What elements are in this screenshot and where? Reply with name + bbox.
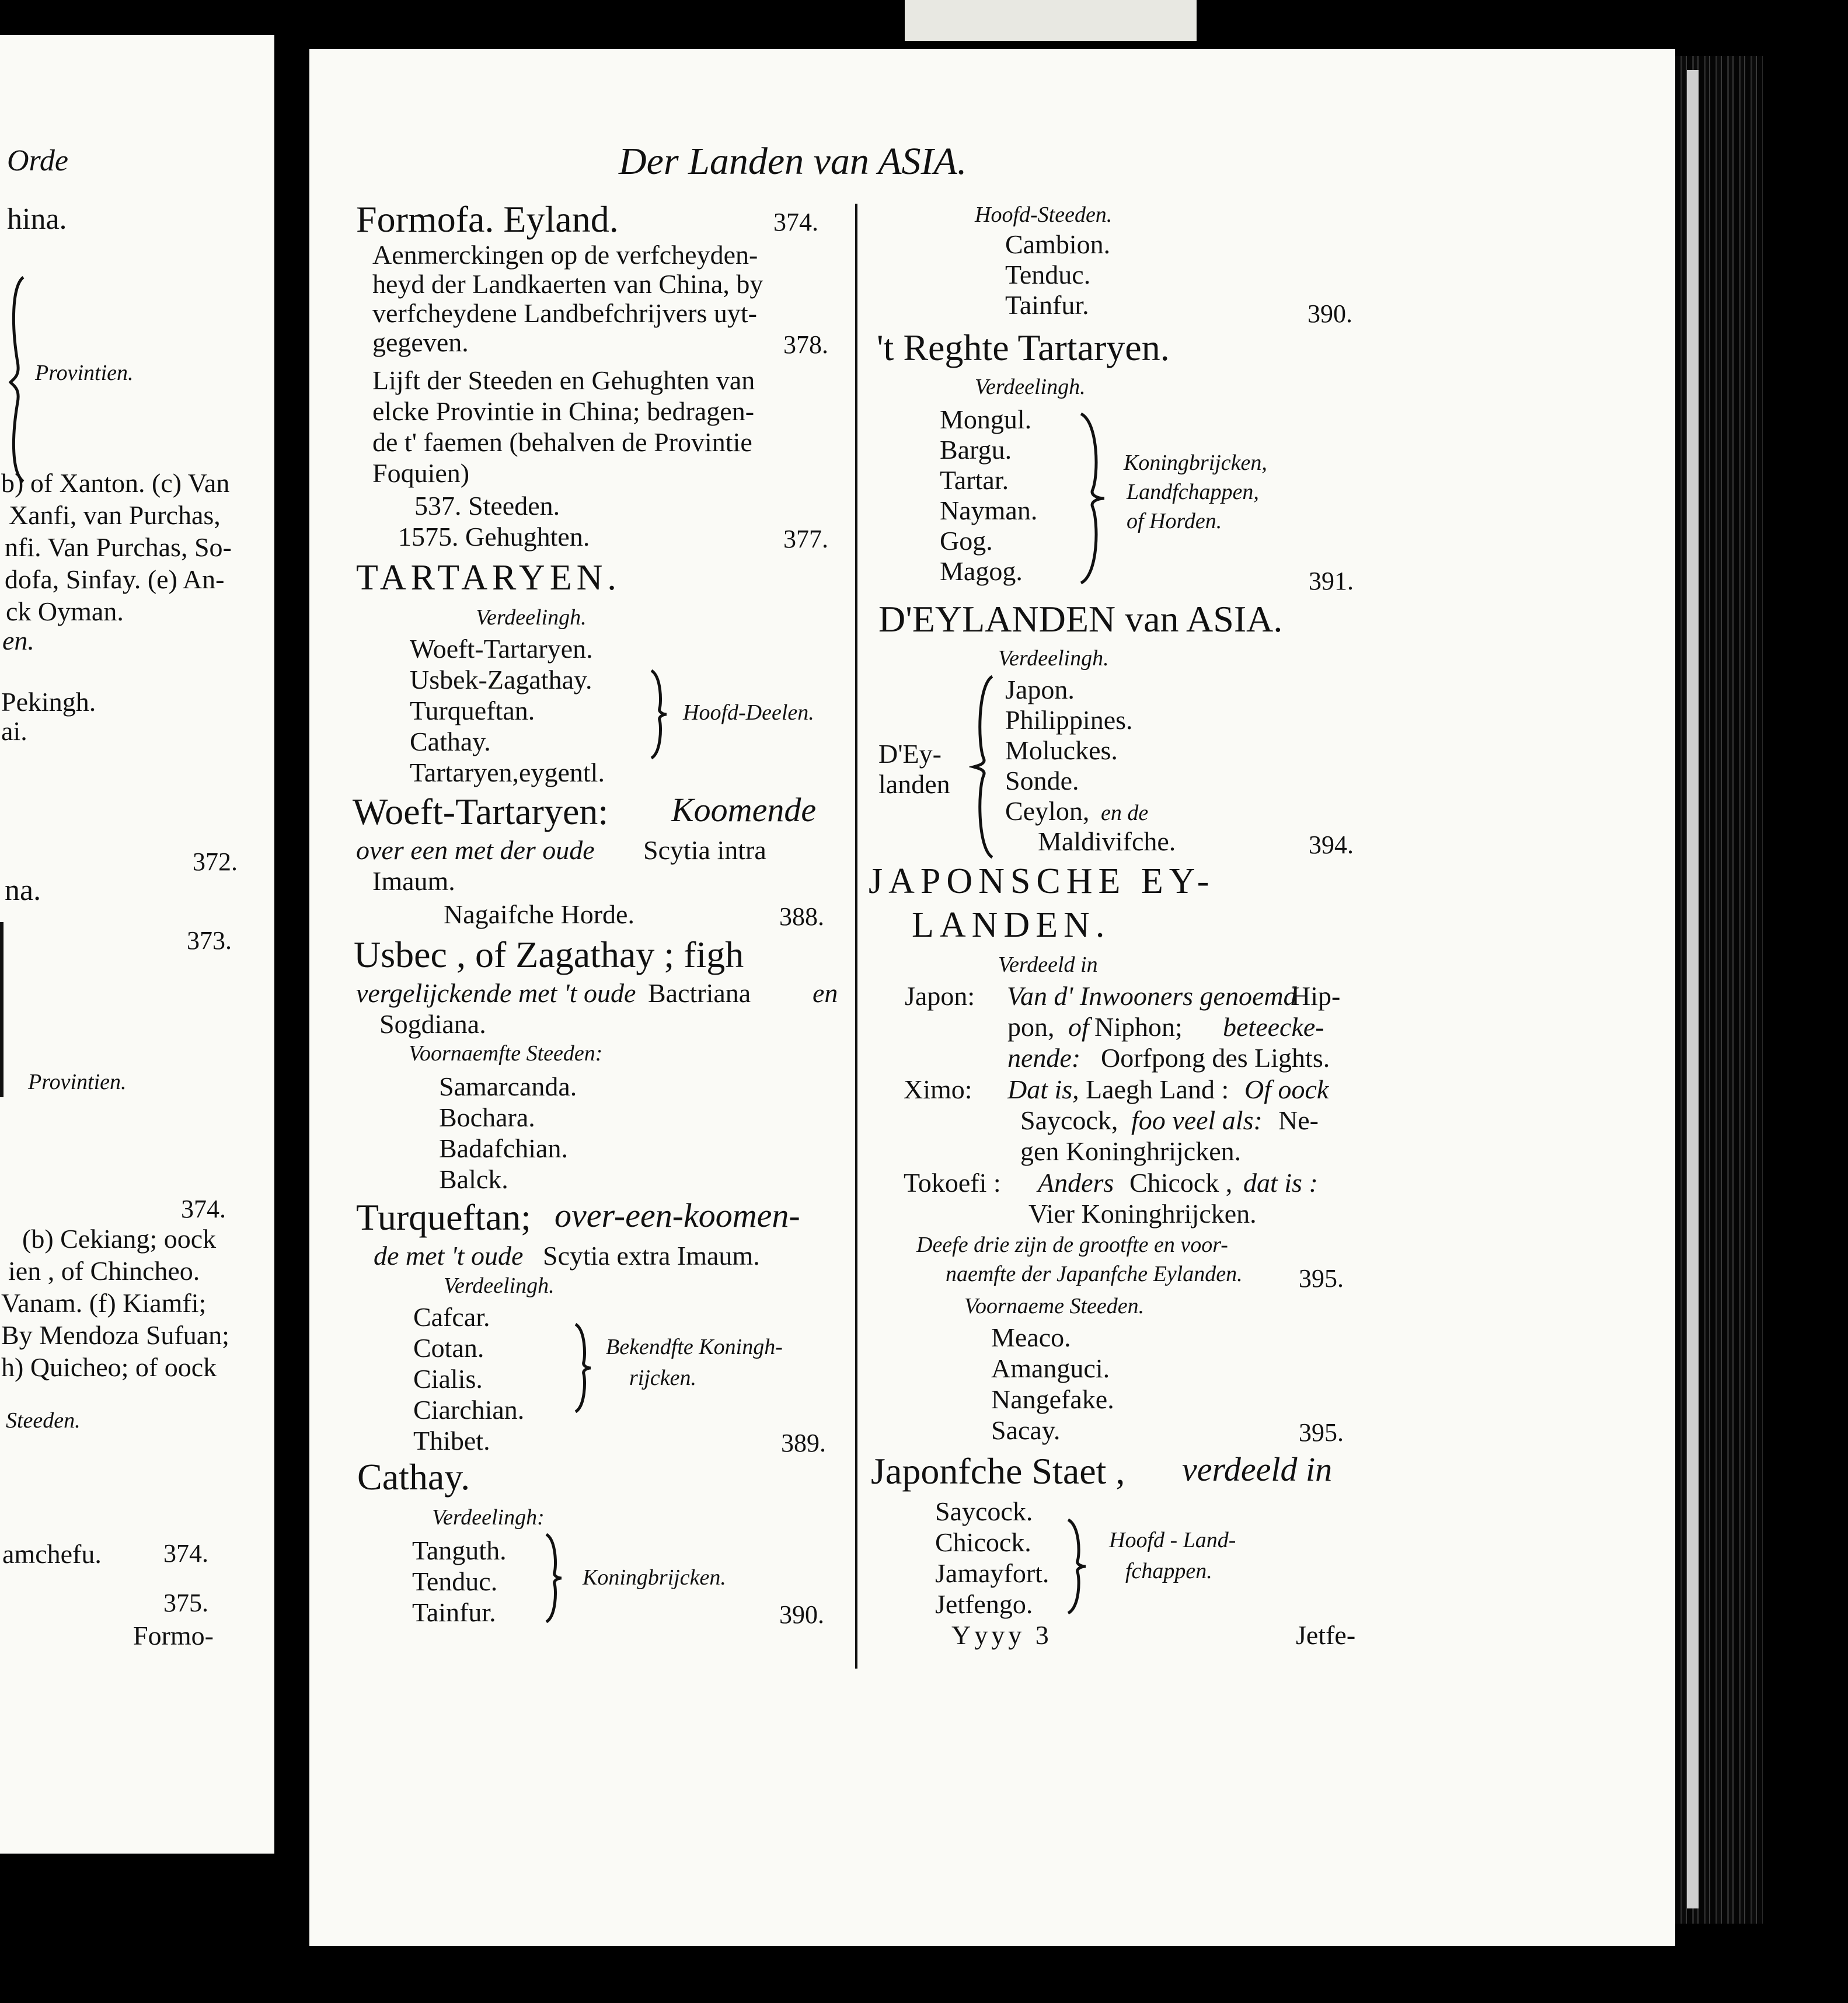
text-line: Laegh Land : [1086,1074,1229,1104]
section-title-eylanden: D'EYLANDEN van ASIA. [878,598,1283,640]
page-ref: 378. [783,330,828,359]
text-line: Vier Koninghrijcken. [1028,1199,1257,1229]
formosa-title: Formofa. Eyland. [356,198,619,240]
text-line: Dat is, [1007,1074,1079,1104]
left-line: Xanfi, van Purchas, [9,500,221,530]
list-item: Cathay. [410,727,491,756]
section-title-woest: Woeft-Tartaryen: [353,791,609,832]
list-item: Chicock. [935,1527,1031,1557]
left-line: (b) Cekiang; oock [22,1224,217,1254]
list-item: Badafchian. [439,1133,568,1163]
list-item: Bargu. [940,435,1012,465]
list-item: Jamayfort. [935,1558,1049,1588]
left-line: ien , of Chincheo. [8,1256,200,1286]
section-title-turqueftan: Turqueftan; [356,1196,531,1238]
text-line: Foquien) [372,458,470,488]
group-label: Bekendfte Koningh- [606,1335,783,1359]
left-page-number: 373. [187,926,232,955]
page-ref: 388. [779,902,824,931]
text-line: 537. Steeden. [414,491,560,521]
right-page [309,49,1675,1946]
subheading: Voornaeme Steeden. [964,1294,1145,1318]
side-label: landen [878,769,950,799]
page-ref: 395. [1299,1418,1344,1447]
running-head: Der Landen van ASIA. [619,140,967,183]
text-line: naemfte der Japanfche Eylanden. [946,1262,1243,1286]
page-ref: 395. [1299,1264,1344,1293]
left-line: en. [2,626,34,655]
side-label: D'Ey- [878,739,942,769]
text-line: gegeven. [372,327,469,357]
section-title-japonsche: LANDEN. [912,905,1111,945]
list-item: Jetfengo. [935,1589,1033,1619]
left-heading-fragment: Orde [7,144,68,177]
brace [571,1321,594,1415]
page-ref: 377. [783,525,828,553]
list-item: Tanguth. [412,1536,507,1565]
left-page [0,35,274,1854]
left-line: nfi. Van Purchas, So- [5,532,232,562]
left-catchword: Formo- [133,1621,214,1650]
list-item: Mongul. [940,404,1032,434]
text-line: Scytia extra Imaum. [543,1241,760,1271]
list-item: Gog. [940,526,993,556]
list-item: Cafcar. [413,1302,490,1332]
left-line: dofa, Sinfay. (e) An- [5,564,225,594]
text-line: de t' faemen (behalven de Provintie [372,427,752,457]
left-line: hina. [7,203,67,236]
left-brace-fragment [0,922,4,1097]
text-line: Hip- [1291,981,1341,1011]
text-line: gen Koninghrijcken. [1020,1136,1242,1166]
subheading: Verdeelingh. [444,1273,555,1298]
page-ref: 389. [781,1429,826,1457]
text-line: Bactriana [648,978,751,1008]
text-line: en de [1101,801,1149,825]
text-line: of [1068,1012,1089,1042]
page-ref: 391. [1309,567,1354,595]
section-title-reghte: 't Reghte Tartaryen. [877,327,1170,368]
group-label: Landfchappen, [1127,480,1259,504]
list-item: Amanguci. [991,1353,1110,1383]
section-title-italic: verdeeld in [1182,1450,1333,1488]
list-item: Nayman. [940,495,1038,525]
list-item: Ciarchian. [413,1395,525,1425]
list-item: Cialis. [413,1364,483,1394]
text-line: Sogdiana. [379,1009,486,1039]
list-item: Meaco. [991,1322,1071,1352]
text-line: nende: [1007,1043,1081,1073]
left-line: Steeden. [6,1408,81,1433]
gutter [274,35,309,1854]
left-line: na. [5,874,41,907]
list-item: Tainfur. [1005,290,1089,320]
list-item: Tartar. [940,465,1009,495]
text-line: foo veel als: [1131,1105,1263,1135]
text-line: Aenmerckingen op de verfcheyden- [372,240,758,270]
entry-label: Tokoefi : [904,1168,1001,1198]
list-item: Tartaryen,eygentl. [410,758,605,787]
column-rule [855,204,857,1669]
group-label: rijcken. [629,1366,697,1390]
section-title-italic: Koomende [671,791,817,829]
list-item: Tainfur. [412,1597,496,1627]
brace [1064,1517,1089,1616]
list-item: Tenduc. [1005,260,1091,289]
text-line: Imaum. [372,866,455,896]
list-item: Turqueftan. [410,696,535,725]
list-item: Thibet. [413,1426,490,1456]
left-line: Vanam. (f) Kiamfi; [1,1288,207,1318]
text-line: Ne- [1278,1105,1319,1135]
list-item: Nangefake. [991,1384,1114,1414]
left-line: Pekingh. [1,687,96,717]
brace [1075,411,1110,586]
list-item: Usbek-Zagathay. [410,665,592,695]
text-line: Oorfpong des Lights. [1101,1043,1330,1073]
page-ref: 374. [773,208,818,236]
text-line: de met 't oude [374,1241,524,1271]
section-title-italic: over-een-koomen- [555,1196,800,1234]
text-line: pon, [1007,1012,1055,1042]
group-label: Hoofd - Land- [1109,1528,1236,1552]
text-line: dat is : [1243,1168,1318,1198]
list-item: Philippines. [1005,705,1133,735]
text-line: Van d' Inwooners genoemd [1007,981,1297,1011]
page-ref: 390. [779,1600,824,1629]
text-line: heyd der Landkaerten van China, by [372,269,763,299]
list-item: Japon. [1005,675,1075,704]
text-line: Anders [1038,1168,1114,1198]
page-ref: 390. [1307,299,1352,328]
section-title-usbec: Usbec , of Zagathay ; figh [354,934,744,975]
group-label: fchappen. [1125,1559,1212,1583]
brace [542,1531,565,1625]
group-label: of Horden. [1127,509,1222,533]
left-line: amchefu. [2,1539,102,1569]
text-line: verfcheydene Landbefchrijvers uyt- [372,298,758,328]
list-item: Tenduc. [412,1566,498,1596]
list-item: Balck. [439,1164,508,1194]
text-line: vergelijckende met 't oude [356,978,636,1008]
list-item: Saycock. [935,1496,1033,1526]
text-line: Saycock, [1020,1105,1118,1135]
subheading: Verdeeld in [998,952,1098,977]
list-item: Magog. [940,556,1023,586]
catchword: Jetfe- [1296,1620,1356,1650]
left-line: Provintien. [28,1070,127,1094]
left-brace [6,274,29,484]
list-item: Sacay. [991,1415,1061,1445]
page-ref: 394. [1309,830,1354,859]
section-title-cathay: Cathay. [357,1456,470,1498]
list-item: Moluckes. [1005,735,1118,765]
text-line: Of oock [1244,1074,1329,1104]
left-line: b) of Xanton. (c) Van [1,468,230,498]
text-line: Deefe drie zijn de grootfte en voor- [916,1233,1228,1257]
list-item: Sonde. [1005,766,1079,795]
book-fore-edge-highlight [1687,70,1699,1908]
brace [647,668,670,761]
left-line: h) Quicheo; of oock [1,1352,217,1382]
list-item: Maldivifche. [1038,826,1176,856]
list-item: Cambion. [1005,229,1111,259]
list-item: Cotan. [413,1333,484,1363]
text-line: 1575. Gehughten. [398,522,590,552]
entry-label: Japon: [905,981,975,1011]
text-line: en [813,978,838,1008]
left-line: Provintien. [35,361,134,385]
group-label: Koningbrijcken. [583,1565,726,1590]
left-line: ck Oyman. [6,596,124,626]
section-title-japonsche: JAPONSCHE EY- [869,861,1215,901]
left-page-number: 375. [163,1589,208,1617]
list-item: Nagaifche Horde. [444,899,634,929]
entry-label: Ximo: [904,1074,972,1104]
text-line: Niphon; [1094,1012,1183,1042]
list-item: Bochara. [439,1102,535,1132]
subheading: Verdeelingh. [975,375,1086,399]
group-label: Koningbrijcken, [1124,451,1267,475]
text-line: over een met der oude [356,835,595,865]
left-page-number: 372. [193,847,238,876]
brace [969,674,998,860]
left-page-number: 374. [163,1539,208,1568]
subheading: Verdeelingh. [998,646,1109,671]
text-line: beteecke- [1223,1012,1324,1042]
group-label: Hoofd-Deelen. [683,700,814,725]
signature-mark: Yyyy 3 [951,1620,1052,1650]
section-title-staet: Japonfche Staet , [871,1450,1125,1492]
left-line: By Mendoza Sufuan; [1,1320,229,1350]
top-page-tab [905,0,1197,41]
subheading: Voornaemfte Steeden: [409,1041,603,1066]
subheading: Hoofd-Steeden. [975,203,1113,227]
subheading: Verdeelingh. [476,605,587,630]
text-line: Scytia intra [643,835,766,865]
left-line: ai. [1,716,27,746]
list-item: Ceylon, [1005,796,1090,826]
subheading: Verdeelingh: [432,1505,545,1530]
text-line: Chicock , [1129,1168,1233,1198]
left-page-number: 374. [181,1195,226,1223]
list-item: Woeft-Tartaryen. [410,634,593,664]
text-line: elcke Provintie in China; bedragen- [372,396,755,426]
section-title-tartaryen: TARTARYEN. [356,558,621,598]
list-item: Samarcanda. [439,1072,577,1101]
text-line: Lijft der Steeden en Gehughten van [372,365,755,395]
